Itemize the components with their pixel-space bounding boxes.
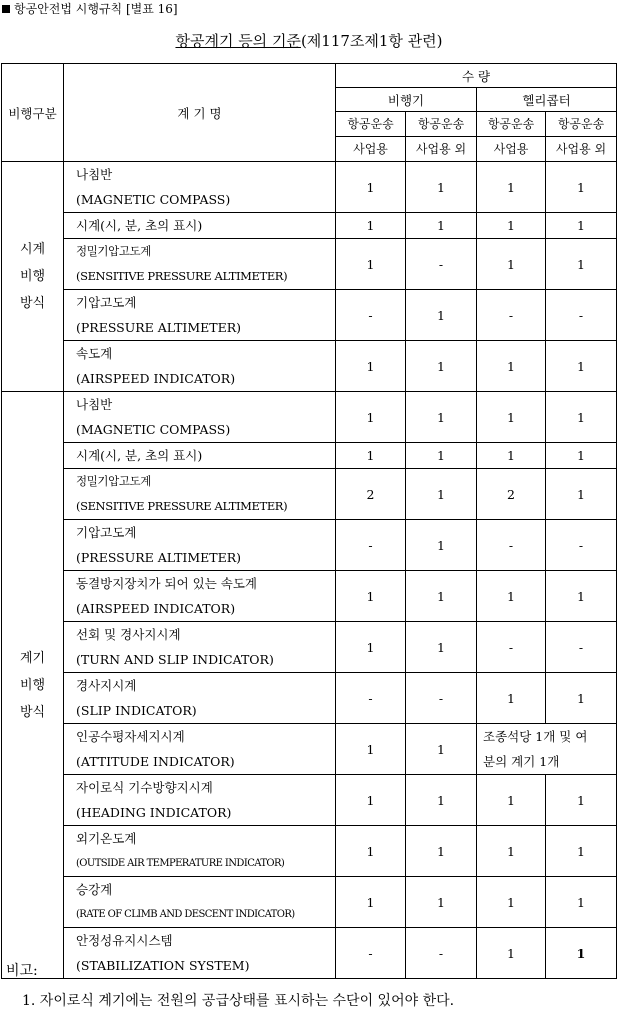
qty-cell: - bbox=[336, 673, 406, 724]
qty-cell: - bbox=[546, 520, 617, 571]
qty-cell: 1 bbox=[477, 673, 546, 724]
qty-cell: 1 bbox=[336, 392, 406, 443]
instrument-name-ko: 인공수평자세지시계 bbox=[76, 729, 185, 744]
instrument-name-ko: 속도계 bbox=[76, 346, 113, 361]
instrument-name bbox=[64, 877, 336, 928]
qty-cell: 1 bbox=[546, 775, 617, 826]
category-instrument-line3: 방식 bbox=[19, 704, 46, 720]
instrument-name bbox=[64, 622, 336, 673]
qty-cell: 1 bbox=[546, 469, 617, 520]
qty-cell: 1 bbox=[406, 341, 477, 392]
qty-cell: 1 bbox=[336, 877, 406, 928]
qty-cell: 1 bbox=[406, 520, 477, 571]
qty-cell: 1 bbox=[406, 775, 477, 826]
qty-cell: - bbox=[406, 928, 477, 979]
sub-header-1b: 사업용 bbox=[336, 137, 406, 162]
qty-cell: 1 bbox=[406, 469, 477, 520]
instrument-name bbox=[64, 673, 336, 724]
instrument-name-ko: 시계(시, 분, 초의 표시) bbox=[76, 218, 203, 233]
instrument-name bbox=[64, 826, 336, 877]
qty-cell: 1 bbox=[406, 213, 477, 239]
header-quantity: 수 량 bbox=[336, 64, 617, 88]
instrument-name-ko: 정밀기압고도계 bbox=[76, 474, 151, 488]
helicopter-note-line1: 조종석당 1개 및 여 bbox=[483, 729, 588, 744]
instrument-name-en: (SENSITIVE PRESSURE ALTIMETER) bbox=[76, 269, 288, 283]
instrument-name-en: (TURN AND SLIP INDICATOR) bbox=[76, 652, 274, 667]
instrument-name-en: (AIRSPEED INDICATOR) bbox=[76, 601, 236, 616]
qty-cell: 1 bbox=[406, 724, 477, 775]
instrument-name bbox=[64, 775, 336, 826]
qty-cell: 1 bbox=[546, 392, 617, 443]
instrument-name bbox=[64, 571, 336, 622]
reference-text: 항공안전법 시행규칙 [별표 16] bbox=[14, 2, 178, 16]
category-visual-line2: 비행 bbox=[19, 269, 46, 284]
instrument-name bbox=[64, 520, 336, 571]
qty-cell: 1 bbox=[477, 571, 546, 622]
qty-cell: 2 bbox=[336, 469, 406, 520]
qty-cell: - bbox=[336, 290, 406, 341]
qty-cell: 1 bbox=[477, 341, 546, 392]
qty-cell: 1 bbox=[406, 622, 477, 673]
page-title bbox=[0, 30, 618, 51]
qty-cell: 1 bbox=[336, 341, 406, 392]
header-instrument: 계 기 명 bbox=[64, 64, 336, 162]
qty-cell: 1 bbox=[546, 443, 617, 469]
qty-cell: - bbox=[336, 520, 406, 571]
qty-cell: 1 bbox=[336, 239, 406, 290]
sub-header-4b: 사업용 외 bbox=[546, 137, 617, 162]
qty-cell: 1 bbox=[406, 290, 477, 341]
instrument-name-en: (SLIP INDICATOR) bbox=[76, 703, 197, 718]
qty-cell: 1 bbox=[546, 928, 617, 979]
qty-cell: 1 bbox=[546, 239, 617, 290]
instrument-name bbox=[64, 239, 336, 290]
qty-cell: 1 bbox=[406, 877, 477, 928]
qty-cell: 1 bbox=[546, 877, 617, 928]
instrument-name-ko: 승강계 bbox=[76, 882, 113, 897]
qty-cell: 2 bbox=[477, 469, 546, 520]
instrument-name bbox=[64, 443, 336, 469]
qty-cell: 1 bbox=[406, 826, 477, 877]
instrument-name bbox=[64, 162, 336, 213]
instrument-name-en: (ATTITUDE INDICATOR) bbox=[76, 754, 235, 769]
instrument-name-ko: 시계(시, 분, 초의 표시) bbox=[76, 448, 203, 463]
instrument-name-ko: 기압고도계 bbox=[76, 295, 137, 310]
qty-cell: 1 bbox=[336, 213, 406, 239]
instrument-name-en: (PRESSURE ALTIMETER) bbox=[76, 320, 242, 335]
header-airplane: 비행기 bbox=[336, 88, 477, 112]
instrument-name-ko: 선회 및 경사지시계 bbox=[76, 627, 181, 642]
sub-header-4a: 항공운송 bbox=[546, 112, 617, 137]
qty-cell: 1 bbox=[406, 443, 477, 469]
qty-cell: 1 bbox=[546, 162, 617, 213]
category-visual-line3: 방식 bbox=[19, 296, 46, 311]
instrument-name-ko: 안정성유지시스템 bbox=[76, 933, 173, 948]
header-category: 비행구분 bbox=[2, 64, 64, 162]
qty-cell: 1 bbox=[546, 673, 617, 724]
instrument-name-ko: 동결방지장치가 되어 있는 속도계 bbox=[76, 576, 257, 591]
qty-cell: 1 bbox=[477, 392, 546, 443]
instrument-name bbox=[64, 290, 336, 341]
qty-cell: 1 bbox=[336, 622, 406, 673]
document-reference bbox=[2, 0, 178, 17]
instrument-name-ko: 나침반 bbox=[76, 167, 113, 182]
qty-cell: 1 bbox=[477, 213, 546, 239]
instrument-name bbox=[64, 392, 336, 443]
instrument-name-en: (AIRSPEED INDICATOR) bbox=[76, 371, 236, 386]
instrument-name-en: (PRESSURE ALTIMETER) bbox=[76, 550, 242, 565]
instrument-name-en: (MAGNETIC COMPASS) bbox=[76, 422, 231, 437]
instrument-table bbox=[1, 63, 617, 979]
instrument-name-ko: 자이로식 기수방향지시계 bbox=[76, 780, 213, 795]
square-bullet-icon bbox=[2, 5, 10, 13]
category-instrument bbox=[2, 392, 64, 979]
instrument-name-en: (OUTSIDE AIR TEMPERATURE INDICATOR) bbox=[76, 858, 285, 869]
instrument-name bbox=[64, 213, 336, 239]
qty-cell: 1 bbox=[477, 162, 546, 213]
title-suffix: (제117조제1항 관련) bbox=[300, 32, 443, 50]
qty-cell: - bbox=[406, 239, 477, 290]
qty-cell: 1 bbox=[546, 571, 617, 622]
qty-cell: - bbox=[336, 928, 406, 979]
qty-cell: 1 bbox=[477, 877, 546, 928]
category-instrument-line1: 계기 bbox=[19, 650, 46, 666]
qty-cell: 1 bbox=[477, 443, 546, 469]
instrument-name-en: (RATE OF CLIMB AND DESCENT INDICATOR) bbox=[76, 909, 295, 920]
qty-cell: 1 bbox=[406, 162, 477, 213]
qty-cell: - bbox=[477, 290, 546, 341]
instrument-name bbox=[64, 469, 336, 520]
title-main: 항공계기 등의 기준 bbox=[175, 32, 301, 50]
qty-cell: 1 bbox=[546, 826, 617, 877]
instrument-name-en: (HEADING INDICATOR) bbox=[76, 805, 232, 820]
instrument-name-ko: 외기온도계 bbox=[76, 831, 137, 846]
sub-header-1a: 항공운송 bbox=[336, 112, 406, 137]
instrument-name-en: (SENSITIVE PRESSURE ALTIMETER) bbox=[76, 499, 288, 513]
sub-header-2b: 사업용 외 bbox=[406, 137, 477, 162]
qty-cell: 1 bbox=[477, 928, 546, 979]
sub-header-3a: 항공운송 bbox=[477, 112, 546, 137]
sub-header-3b: 사업용 bbox=[477, 137, 546, 162]
instrument-name-ko: 기압고도계 bbox=[76, 525, 137, 540]
qty-cell: 1 bbox=[336, 775, 406, 826]
instrument-name bbox=[64, 724, 336, 775]
instrument-name-en: (MAGNETIC COMPASS) bbox=[76, 192, 231, 207]
qty-cell: 1 bbox=[336, 162, 406, 213]
instrument-name-ko: 나침반 bbox=[76, 397, 113, 412]
qty-cell: 1 bbox=[406, 392, 477, 443]
qty-cell: 1 bbox=[546, 213, 617, 239]
category-visual-line1: 시계 bbox=[19, 242, 46, 257]
helicopter-note bbox=[477, 724, 617, 775]
instrument-name-ko: 정밀기압고도계 bbox=[76, 244, 151, 258]
category-visual bbox=[2, 162, 64, 392]
qty-cell: - bbox=[406, 673, 477, 724]
instrument-name bbox=[64, 341, 336, 392]
remarks-label: 비고: bbox=[6, 963, 38, 979]
qty-cell: - bbox=[546, 622, 617, 673]
qty-cell: 1 bbox=[406, 571, 477, 622]
header-helicopter: 헬리콥터 bbox=[477, 88, 617, 112]
instrument-name-en: (STABILIZATION SYSTEM) bbox=[76, 958, 250, 973]
instrument-name bbox=[64, 928, 336, 979]
qty-cell: 1 bbox=[477, 239, 546, 290]
sub-header-2a: 항공운송 bbox=[406, 112, 477, 137]
helicopter-note-line2: 분의 계기 1개 bbox=[483, 754, 560, 769]
qty-cell: 1 bbox=[477, 826, 546, 877]
qty-cell: - bbox=[477, 520, 546, 571]
instrument-name-ko: 경사지시계 bbox=[76, 678, 137, 693]
remark-item: 1. 자이로식 계기에는 전원의 공급상태를 표시하는 수단이 있어야 한다. bbox=[22, 993, 455, 1009]
category-instrument-line2: 비행 bbox=[19, 677, 46, 693]
qty-cell: 1 bbox=[336, 724, 406, 775]
qty-cell: 1 bbox=[477, 775, 546, 826]
qty-cell: - bbox=[546, 290, 617, 341]
qty-cell: 1 bbox=[336, 443, 406, 469]
qty-cell: 1 bbox=[546, 341, 617, 392]
qty-cell: - bbox=[477, 622, 546, 673]
qty-cell: 1 bbox=[336, 826, 406, 877]
qty-cell: 1 bbox=[336, 571, 406, 622]
